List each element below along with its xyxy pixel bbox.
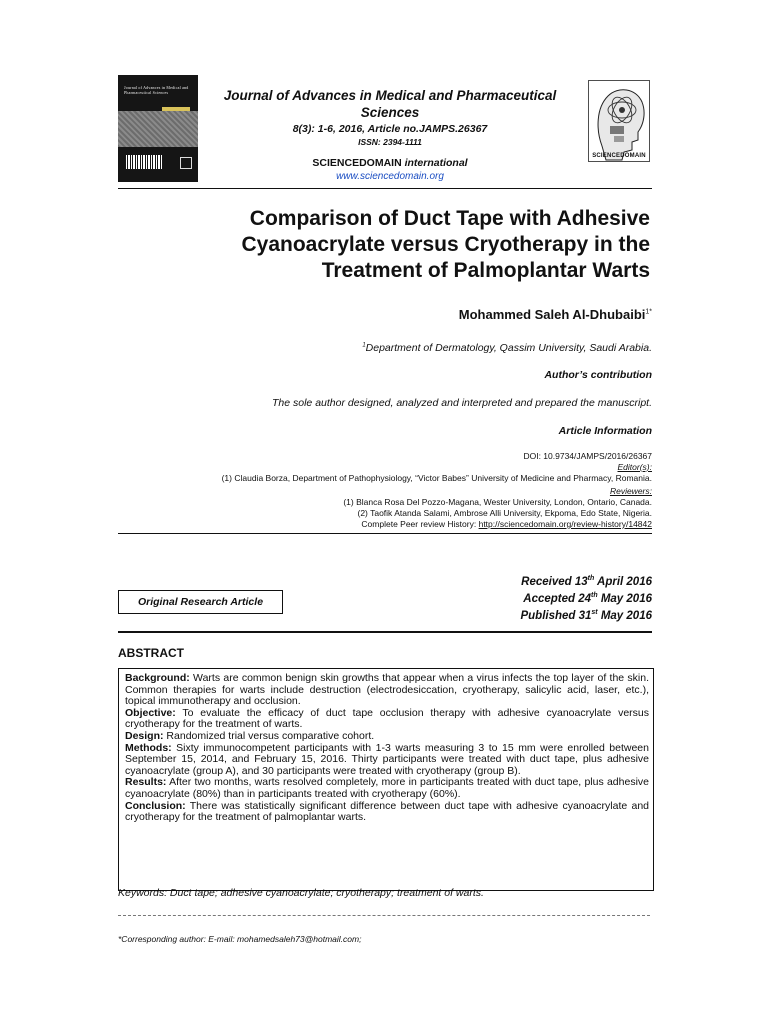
review-history-link[interactable]: http://sciencedomain.org/review-history/14842 [478, 519, 652, 529]
abstract-design: Design: Randomized trial versus comparative cohort. [125, 729, 375, 742]
volume-info: 8(3): 1-6, 2016, Article no.JAMPS.26367 [292, 123, 488, 135]
doi: DOI: 10.9734/JAMPS/2016/26367 [523, 451, 652, 461]
cover-title: Journal of Advances in Medical and Pharmaceutical Sciences [124, 85, 189, 95]
article-info-heading: Article Information [558, 425, 652, 437]
abstract-background: Background: Warts are common benign skin growths that appear when a virus infects the top layer of the skin. Common therapies for warts include destruction (electrodesiccation, cryotherapy, salicylic acid, laser, etc.), topical immunotherapy and occlusion. [125, 672, 649, 708]
abstract-heading: ABSTRACT [118, 646, 184, 660]
abstract-methods: Methods: Sixty immunocompetent participants with 1-3 warts measuring 3 to 15 mm were enrolled between September 15, 2014, and February 15, 2016. Thirty participants were treated with duct tape, plus adhesive cyanoacrylate (group A), and 30 participants were treated with cryotherapy (group B). [125, 741, 649, 777]
sciencedomain-logo [588, 80, 650, 162]
reviewers-label: Reviewers: [609, 486, 652, 496]
abstract-divider [118, 631, 652, 633]
header-divider [118, 188, 652, 189]
abstract-conclusion: Conclusion: There was statistically significant difference between duct tape with adhesive cyanoacrylate and cryotherapy for the treatment of palmoplantar warts. [125, 799, 649, 824]
author-name: Mohammed Saleh Al-Dhubaibi$^{1*}$ [458, 307, 652, 322]
review-history: Complete Peer review History: http://sciencedomain.org/review-history/14842 [361, 519, 652, 529]
logo-caption: SCIENCEDOMAIN [592, 153, 646, 159]
keywords: Keywords: Duct tape; adhesive cyanoacrylate; cryotherapy; treatment of warts. [118, 887, 484, 899]
journal-cover-image [118, 75, 198, 182]
contribution-heading: Author’s contribution [544, 369, 652, 381]
issn: ISSN: 2394-1111 [358, 137, 422, 147]
reviewer-entry-2: (2) Taofik Atanda Salami, Ambrose Alli University, Ekpoma, Edo State, Nigeria. [357, 508, 652, 518]
publication-dates: Received 13th April 2016 Accepted 24th May 2016 Published 31st May 2016 [520, 575, 652, 622]
barcode-icon [126, 155, 162, 169]
abstract-objective: Objective: To evaluate the efficacy of duct tape occlusion therapy with adhesive cyanoacrylate versus cryotherapy for the treatment of warts. [125, 706, 649, 731]
abstract-box [118, 668, 654, 891]
corresponding-author-footnote: *Corresponding author: E-mail: mohamedsaleh73@hotmail.com; [118, 934, 362, 944]
journal-title: Journal of Advances in Medical and Pharmaceutical Sciences [223, 88, 557, 120]
publisher-website-link[interactable]: www.sciencedomain.org [336, 171, 444, 182]
publisher-name: SCIENCEDOMAIN international [312, 157, 468, 169]
contribution-text: The sole author designed, analyzed and interpreted and prepared the manuscript. [272, 397, 652, 409]
info-divider [118, 533, 652, 534]
editor-entry: (1) Claudia Borza, Department of Pathophysiology, “Victor Babes” University of Medicine and Pharmacy, Romania. [221, 473, 652, 483]
author-affiliation: $^1$Department of Dermatology, Qassim University, Saudi Arabia. [362, 342, 652, 354]
editor-label: Editor(s): [617, 462, 652, 472]
reviewer-entry-1: (1) Blanca Rosa Del Pozzo-Magana, Wester University, London, Ontario, Canada. [343, 497, 652, 507]
article-type-badge: Original Research Article [118, 590, 283, 614]
article-title: Comparison of Duct Tape with Adhesive Cyanoacrylate versus Cryotherapy in the Treatment of Palmoplantar Warts [241, 207, 650, 282]
footnote-divider [118, 915, 650, 916]
abstract-results: Results: After two months, warts resolved completely, more in participants treated with duct tape, plus adhesive cyanoacrylate (80%) than in participants treated with cryotherapy (60%). [125, 776, 649, 800]
